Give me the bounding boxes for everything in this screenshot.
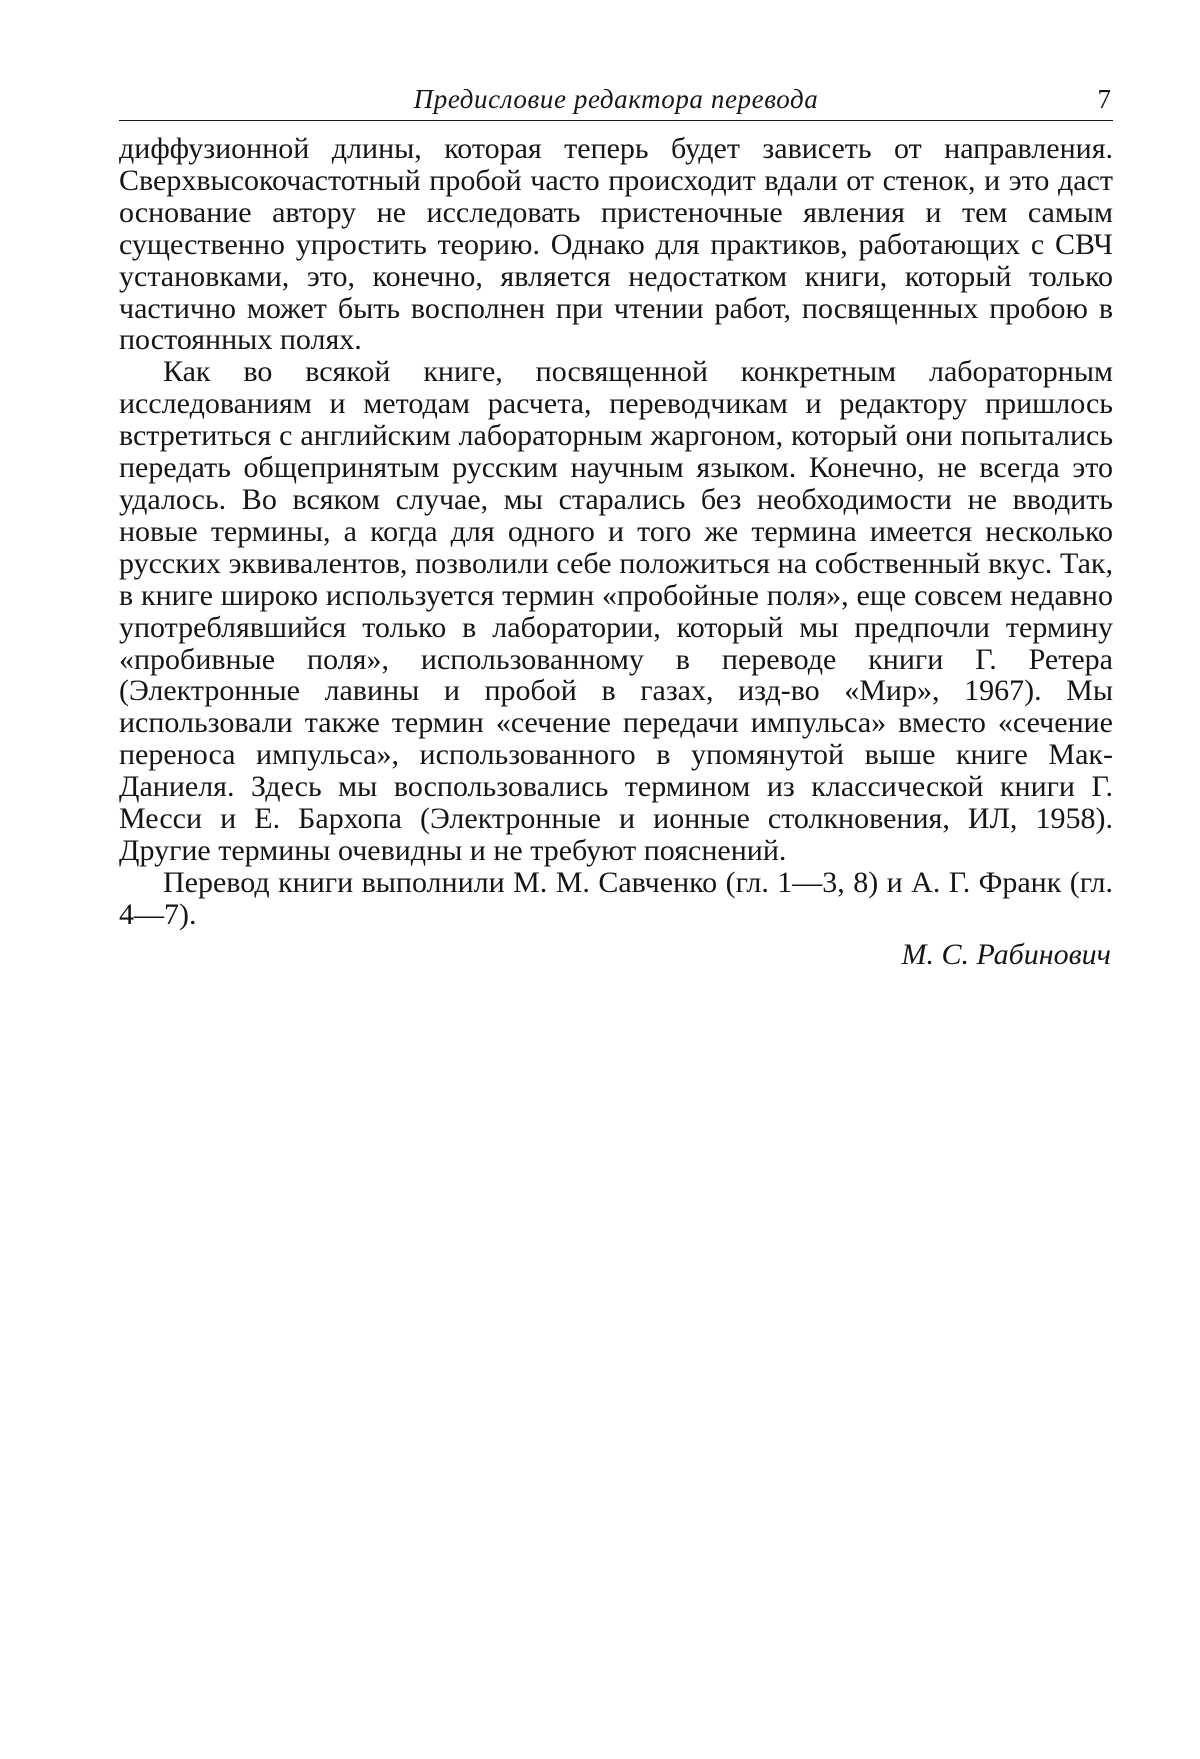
page-number: 7 xyxy=(1097,84,1111,114)
editor-signature: М. С. Рабинович xyxy=(901,937,1111,971)
book-page xyxy=(119,80,1113,971)
paragraph-translators: Перевод книги выполнили М. М. Савченко (гл. 1—3, 8) и А. Г. Франк (гл. 4—7). xyxy=(119,865,1113,931)
paragraph-continued: диффузионной длины, которая теперь будет зависеть от направления. Сверхвысокочастотный пробой часто происходит вдали от стенок, и это даст основание автору не исследовать пристеночные явления и тем самым существенно упростить теорию. Однако для практиков, работающих с СВЧ установками, это, конечно, является недостатком книги, который только частично может быть восполнен при чтении работ, посвященных пробою в постоянных полях. xyxy=(119,132,1113,357)
body-text xyxy=(119,133,1113,931)
running-head xyxy=(119,80,1113,121)
paragraph-terminology: Как во всякой книге, посвященной конкретным лабораторным исследованиям и методам расчета, переводчикам и редактору пришлось встретиться с английским лабораторным жаргоном, который они попытались передать общепринятым русским научным языком. Конечно, не всегда это удалось. Во всяком случае, мы старались без необходимости не вводить новые термины, а когда для одного и того же термина имеется несколько русских эквивалентов, позволили себе положиться на собственный вкус. Так, в книге широко используется термин «пробойные поля», еще совсем недавно употреблявшийся только в лаборатории, который мы предпочли термину «пробивные поля», использованному в переводе книги Г. Ретера (Электронные лавины и пробой в газах, изд-во «Мир», 1967). Мы использовали также термин «сечение передачи импульса» вместо «сечение переноса импульса», использованного в упомянутой выше книге Мак-Даниеля. Здесь мы воспользовались термином из классической книги Г. Месси и Е. Бархопа (Электронные и ионные столкновения, ИЛ, 1958). Другие термины очевидны и не требуют пояснений. xyxy=(119,355,1113,867)
running-head-title: Предисловие редактора перевода xyxy=(413,84,819,114)
